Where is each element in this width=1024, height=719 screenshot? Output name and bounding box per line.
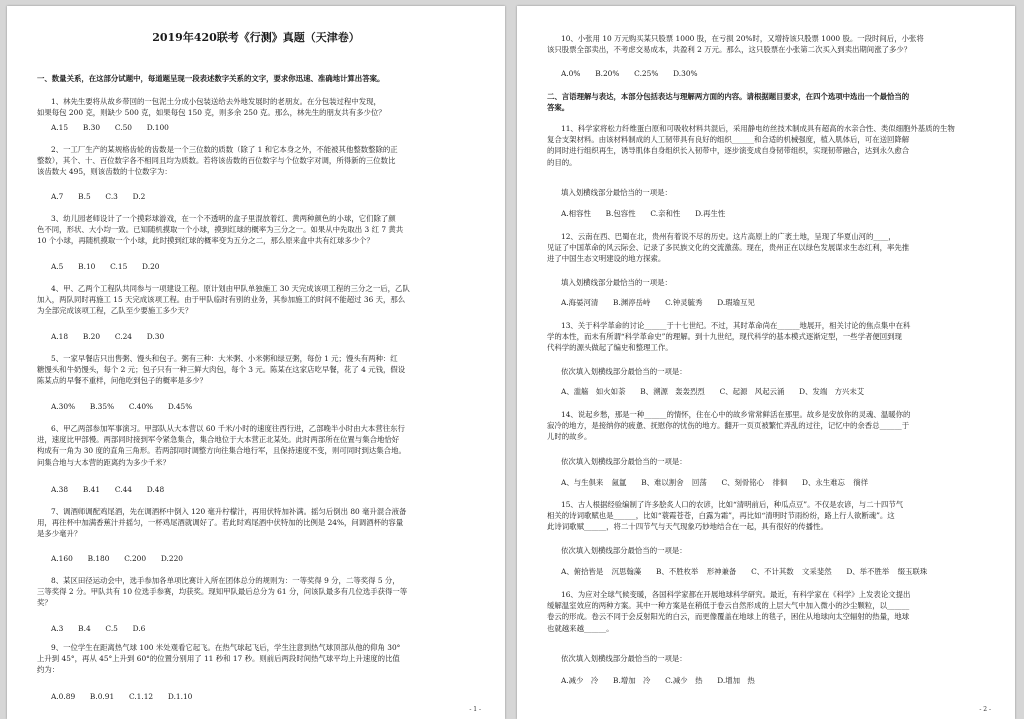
question-text: 构成有一角为 30 度的直角三角形。若两部同时调整方向往集合地行军，且保持速度不变，则可同时到达集合地。 [37,446,406,456]
question-text: 9、一位学生在距离热气球 100 米处观看它起飞。在热气球起飞后，学生注意到热气球顶部从他的仰角 30° [51,643,401,652]
question-text: 问集合地与大本营的距离约为多少千米？ [37,457,171,467]
section-heading: 答案。 [547,103,570,113]
answer-options: A.15 B.30 C.50 D.100 [51,123,169,132]
answer-options: A.减少 冷 B.增加 冷 C.减少 热 D.增加 热 [561,676,755,685]
question-text: 10 个小球，再随机摸取一个小球，此时摸到红球的概率变为五分之二，那么原来盒中共有红球多少个？ [37,236,374,246]
question-prompt: 填入划横线部分最恰当的一项是： [561,278,672,287]
question-prompt: 填入划横线部分最恰当的一项是： [561,188,672,197]
page-number: - 2 - [979,706,991,713]
question-text: 进了中国生态文明建设的地方探索。 [547,254,666,264]
page-title: 2019年420联考《行测》真题（天津卷） [152,31,360,44]
question-prompt: 依次填入划横线部分最恰当的一项是： [561,546,687,555]
question-text: 见证了中国革命的风云际会、记录了多民族文化的交流激荡。现在，贵州正在以绿色发展谋求生态红利，率先推 [547,243,910,253]
question-text: 约为： [37,665,60,675]
question-text: 三等奖得 2 分。甲队共有 10 位选手参赛，均获奖。现知甲队最后总分为 61 分，问该队最多有几位选手获得一等 [37,587,408,597]
question-text: 的同时进行组织再生，诱导肌体自身组织长入韧带中，逐步演变成自身韧带组织，实现韧带融合，达到永久愈合 [547,146,910,156]
question-text: 进，速度比甲部慢。两部同时接到军令紧急集合，集合地位于大本营正北某处。此时两部所在位置与集合地恰好 [37,435,400,445]
question-text: 该齿数大 495，则该齿数的十位数字为： [37,167,172,177]
question-prompt: 依次填入划横线部分最恰当的一项是： [561,367,687,376]
question-text: 11、科学家将松力纤维蛋白原和可吸收材料共混后，采用静电纺丝技术制成具有超高的水亲合性、类似细胞外基质的生物 [561,124,955,133]
answer-options: A.18 B.20 C.24 D.30 [51,332,165,341]
section-heading: 二、言语理解与表达，本部分包括表达与理解两方面的内容。请根据题目要求，在四个选项中选出一个最恰当的 [547,92,910,101]
answer-options: A.海晏河清 B.渊渟岳峙 C.钟灵毓秀 D.瑕瑜互见 [561,298,755,307]
question-text: 3、幼儿园老师设计了一个摸彩球游戏，在一个不透明的盒子里混放着红、黄两种颜色的小球，它们除了颜 [51,214,396,223]
question-text: 13、关于科学革命的讨论______于十七世纪。不过，其时革命尚在______地展开，相关讨论的焦点集中在科 [561,321,911,330]
question-text: 如果每包 200 克，则缺少 500 克，如果每包 150 克，则多余 250 克。那么，林先生的朋友共有多少位？ [37,108,386,118]
question-text: 用，再往杯中加满香蕉汁并摇匀，一杯鸡尾酒就调好了。若此时鸡尾酒中伏特加的比例是 24%，问调酒杯的容量 [37,518,404,528]
question-text: 该只股票全部卖出，不考虑交易成本，共盈利 2 万元。那么，这只股票在小张第二次买入到卖出期间涨了多少？ [547,45,912,55]
question-text: 复合支架材料。由该材料制成的人工韧带具有良好的组织______和合适的机械强度，植入肌体后，可在送回降解 [547,135,910,145]
section-heading: 一、数量关系，在这部分试题中，每道题呈现一段表述数字关系的文字，要求你迅速、准确地计算出答案。 [37,74,385,83]
answer-options: A.7 B.5 C.3 D.2 [51,192,146,201]
question-text: 7、调酒师调配鸡尾酒，先在调酒杯中倒入 120 毫升柠檬汁，再用伏特加补满。摇匀后倒出 80 毫升混合液备 [51,507,407,516]
question-text: 奖？ [37,598,52,608]
question-text: 陈某点的早餐不重样，问他吃到包子的概率是多少？ [37,376,207,386]
question-text: 14、说起乡愁，那是一种______的情怀，住在心中的故乡常常鲜活在那里。故乡是安放你的灵魂、温暖你的 [561,410,911,419]
answer-options: A.相容性 B.包容性 C.亲和性 D.再生性 [561,209,726,218]
answer-options: A.38 B.41 C.44 D.48 [51,485,165,494]
answer-options: A、俯拾皆是 沉思翰藻 B、不胜枚举 形神兼备 C、不计其数 文采斐然 D、举不胜举 缀玉联珠 [561,567,928,576]
answer-options: A.160 B.180 C.200 D.220 [51,554,183,563]
page-number: - 1 - [469,706,481,713]
answer-options: A.5 B.10 C.15 D.20 [51,262,160,271]
question-text: 16、为应对全球气候变暖，各国科学家都在开展地球科学研究。最近，有科学家在《科学》上发表论文提出 [561,590,911,599]
question-text: 缓解温室效应的两种方案。其中一种方案是在稍低于卷云自然形成的上层大气中加入微小的沙尘颗粒，以______ [547,601,910,611]
question-text: 代科学的源头做起了编史和整理工作。 [547,343,673,353]
question-text: 15、古人根据经验编制了许多脍炙人口的农谚，比如“清明前后，种瓜点豆”。不仅是农谚，与二十四节气 [561,500,904,509]
question-text: 6、甲乙两部参加军事演习。甲部队从大本营以 60 千米/小时的速度往西行进，乙部晚半小时由大本营往东行 [51,424,405,433]
question-prompt: 依次填入划横线部分最恰当的一项是： [561,654,687,663]
question-text: 卷云的形成。卷云不同于会反射阳光的白云，而更像覆盖在地球上的毯子，困住从地球向太空辐射的热量，地球 [547,612,910,622]
answer-options: A.30% B.35% C.40% D.45% [51,402,193,411]
document-page-1 [7,6,505,719]
question-prompt: 依次填入划横线部分最恰当的一项是： [561,457,687,466]
question-text: 色不同，形状、大小均一致。已知随机摸取一个小球，摸到红球的概率为三分之一。如果从中先取出 3 红 7 黄共 [37,225,404,235]
question-text: 整数），其个、十、百位数字各不相同且均为质数。若将该齿数的百位数字与个位数字对调，所得新的三位数比 [37,156,396,166]
question-text: 为全部完成该项工程，乙队至少要施工多少天？ [37,306,193,316]
question-text: 5、一家早餐店只出售粥、馒头和包子。粥有三种：大米粥、小米粥和绿豆粥，每份 1 元；馒头有两种：红 [51,354,398,363]
document-page-2 [517,6,1015,719]
question-text: 10、小张用 10 万元购买某只股票 1000 股，在亏损 20%时，又增持该只股票 1000 股。一段时间后，小张将 [561,34,924,43]
answer-options: A、滥觞 如火如荼 B、溯源 轰轰烈烈 C、起源 风起云涌 D、发端 方兴未艾 [561,387,865,396]
question-text: 是多少毫升？ [37,529,82,539]
question-text: 12、云南在西、巴蜀在北，贵州有着说不尽的历史。这片高原上的广袤土地，呈现了华夏山河的____， [561,232,896,241]
question-text: 糖馒头和牛奶馒头，每个 2 元；包子只有一种三鲜大肉包，每个 3 元。陈某在这家店吃早餐，花了 4 元钱，假设 [37,365,406,375]
answer-options: A、与生俱来 氤氲 B、难以割舍 回荡 C、刻骨铭心 徘徊 D、永生难忘 徜徉 [561,478,869,487]
question-text: 2、一工厂生产的某规格齿轮的齿数是一个三位数的质数（除了 1 和它本身之外，不能被其他整数整除的正 [51,145,398,154]
question-text: 相关的诗词歌赋也是______，比如“蓑霞苍苍，白露为霜”，再比如“清明时节雨纷纷，路上行人欲断魂”。这 [547,511,895,521]
question-text: 加入，两队同时再施工 15 天完成该项工程。由于甲队临时有别的业务，其参加施工的时间不能超过 36 天，那么 [37,295,406,305]
question-text: 学的本性，而未有所谓“科学革命史”的理解。到十九世纪，现代科学的基本模式逐渐定型，一些学者便回到现 [547,332,902,342]
question-text: 8、某区田径运动会中，选手参加各单项比赛计入所在团体总分的规则为：一等奖得 9 分，二等奖得 5 分， [51,576,400,585]
question-text: 寂冷的地方，是接纳你的疲惫、抚慰你的忧伤的地方。翻开一页页被繁忙弄乱的过往，记忆中的余香总______于 [547,421,910,431]
question-text: 4、甲、乙两个工程队共同参与一项建设工程。原计划由甲队单独施工 30 天完成该项工程的三分之一后，乙队 [51,284,410,293]
question-text: 此诗词歌赋______，将二十四节气与天气现象巧妙地结合在一起，具有很好的传播性。 [547,522,828,532]
answer-options: A.0.89 B.0.91 C.1.12 D.1.10 [51,692,193,701]
question-text: 1、林先生要将从故乡带回的一包泥土分成小包装送给去外地发展时的老朋友。在分包装过程中发现， [51,97,381,106]
answer-options: A.0% B.20% C.25% D.30% [561,69,698,78]
question-text: 也就越来越______。 [547,623,614,633]
question-text: 上升到 45°，再从 45°上升到 60°的位置分别用了 11 秒和 17 秒。则前后两段时间热气球平均上升速度的比值 [37,654,400,664]
question-text: 儿时的故乡。 [547,432,592,442]
question-text: 的目的。 [547,157,577,167]
answer-options: A.3 B.4 C.5 D.6 [51,624,146,633]
